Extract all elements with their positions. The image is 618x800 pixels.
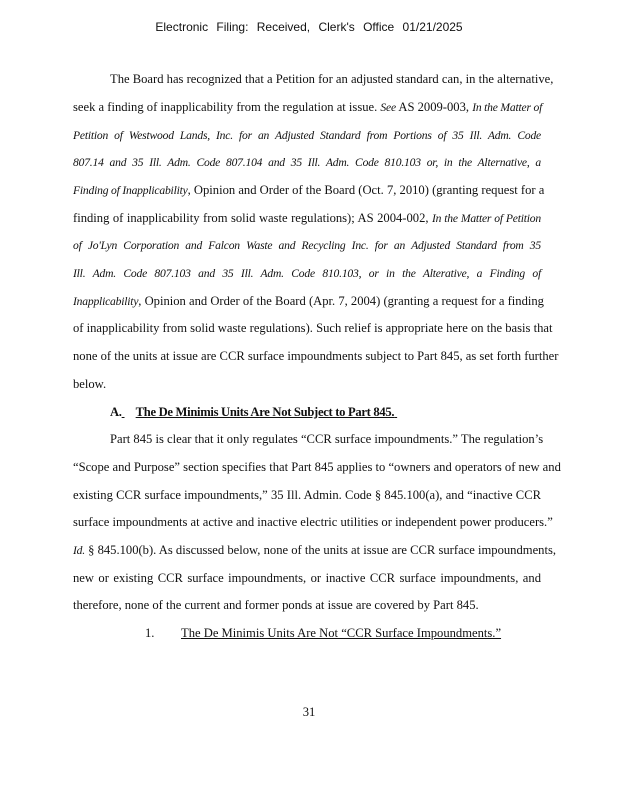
text-line [73,265,541,282]
text-line [73,459,561,475]
italic-citation: 807.14 and 35 Ill. Adm. Code 807.104 and 35 Ill. Adm. Code 810.103 or, in the Alternative, a [73,156,541,169]
subsection-title: The De Minimis Units Are Not “CCR Surface Impoundments.” [181,626,502,640]
text-segment: finding of inapplicability from solid waste regulations); AS 2004-002, [73,211,432,225]
text-segment: none of the units at issue are CCR surface impoundments subject to Part 845, as set forth further [73,349,559,363]
text-segment: existing CCR surface impoundments,” 35 Ill. Admin. Code § 845.100(a), and “inactive CCR [73,488,541,502]
text-line [73,542,556,559]
section-title: The De Minimis Units Are Not Subject to Part 845. [135,405,395,419]
text-line [73,154,541,171]
text-line [73,514,553,530]
page-number: 31 [302,705,316,719]
subsection-heading-1 [145,625,501,641]
text-segment: , Opinion and Order of the Board (Apr. 7, 2004) (granting a request for a finding [138,294,544,308]
text-line [73,127,541,144]
text-segment: AS 2009-003, [395,100,473,114]
text-segment: surface impoundments at active and inactive electric utilities or independent power producers.” [73,515,553,529]
text-segment: seek a finding of inapplicability from the regulation at issue. [73,100,381,114]
text-segment: therefore, none of the current and former ponds at issue are covered by Part 845. [73,598,479,612]
text-segment: below. [73,377,107,391]
text-line [73,348,559,364]
text-line [73,570,541,586]
text-segment: § 845.100(b). As discussed below, none of the units at issue are CCR surface impoundments, [84,543,556,557]
text-segment: of inapplicability from solid waste regulations). Such relief is appropriate here on the basis that [73,321,553,335]
text-segment: , Opinion and Order of the Board (Oct. 7, 2010) (granting request for a [187,183,545,197]
text-segment: Part 845 is clear that it only regulates “CCR surface impoundments.” The regulation’s [110,432,544,446]
text-line [73,237,541,254]
text-line [73,293,544,310]
filing-stamp-header: Electronic Filing: Received, Clerk's Office 01/21/2025 [155,20,463,34]
italic-citation: Inapplicability [73,295,139,308]
text-line [73,320,553,336]
italic-citation: In the Matter of [472,101,543,114]
text-line [73,597,541,613]
text-line [110,71,554,87]
text-line [73,210,541,227]
subsection-label: 1. [145,626,155,640]
text-line [73,182,545,199]
italic-citation: Finding of Inapplicability [73,184,188,197]
italic-citation: See [380,101,396,114]
section-label: A. [110,405,122,419]
text-line [73,99,541,116]
text-line [73,487,541,503]
italic-citation: Petition of Westwood Lands, Inc. for an Adjusted Standard from Portions of 35 Ill. Adm. Code [73,129,541,142]
text-segment: “Scope and Purpose” section specifies that Part 845 applies to “owners and operators of new and [73,460,561,474]
section-heading-a [110,404,424,420]
italic-citation: In the Matter of Petition [432,212,541,225]
text-segment: The Board has recognized that a Petition for an adjusted standard can, in the alternative, [110,72,554,86]
text-segment: new or existing CCR surface impoundments, or inactive CCR surface impoundments, and [73,571,541,585]
italic-citation: Ill. Adm. Code 807.103 and 35 Ill. Adm. Code 810.103, or in the Alterative, a Finding of [73,267,541,280]
italic-citation: Id. [73,544,85,557]
italic-citation: of Jo'Lyn Corporation and Falcon Waste and Recycling Inc. for an Adjusted Standard from 35 [73,239,541,252]
text-line [73,376,541,392]
text-line [110,431,544,447]
